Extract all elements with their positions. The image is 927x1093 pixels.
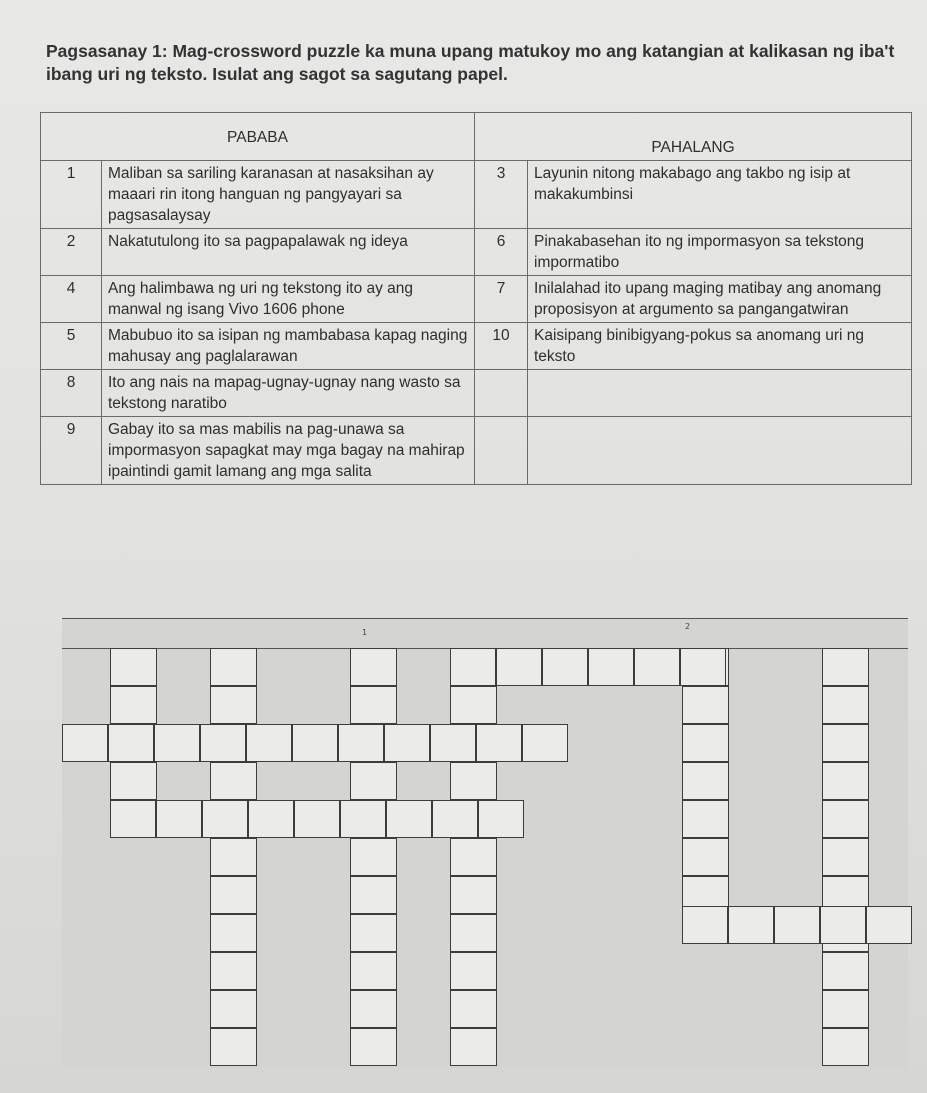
crossword-cell[interactable] [248, 800, 294, 838]
crossword-cell[interactable] [210, 762, 257, 800]
crossword-cell[interactable] [210, 914, 257, 952]
crossword-cell[interactable] [154, 724, 200, 762]
crossword-cell[interactable] [822, 762, 869, 800]
crossword-cell[interactable] [110, 762, 157, 800]
pahalang-number: 6 [475, 229, 528, 276]
crossword-cell[interactable] [822, 724, 869, 762]
clue-number-2: 2 [685, 622, 691, 631]
crossword-cell[interactable] [450, 876, 497, 914]
crossword-cell[interactable] [522, 724, 568, 762]
crossword-cell[interactable] [682, 800, 729, 838]
crossword-cell[interactable] [210, 1028, 257, 1066]
crossword-cell[interactable] [350, 952, 397, 990]
crossword-cell[interactable] [822, 800, 869, 838]
header-pababa: PABABA [41, 113, 475, 161]
crossword-cell[interactable] [820, 906, 866, 944]
crossword-cell[interactable] [350, 648, 397, 686]
crossword-cell[interactable] [682, 838, 729, 876]
pahalang-number: 10 [475, 323, 528, 370]
pababa-number: 2 [41, 229, 102, 276]
pahalang-clue: Inilalahad ito upang maging matibay ang anomang proposisyon at argumento sa pangangatwiran [528, 276, 912, 323]
crossword-cell[interactable] [210, 686, 257, 724]
crossword-cell[interactable] [432, 800, 478, 838]
crossword-cell[interactable] [294, 800, 340, 838]
crossword-cell[interactable] [110, 648, 157, 686]
pababa-number: 9 [41, 417, 102, 485]
pahalang-clue: Kaisipang binibigyang-pokus sa anomang uri ng teksto [528, 323, 912, 370]
crossword-cell[interactable] [350, 1028, 397, 1066]
crossword-cell[interactable] [340, 800, 386, 838]
pababa-clue: Gabay ito sa mas mabilis na pag-unawa sa impormasyon sapagkat may mga bagay na mahirap ipaintindi gamit lamang ang mga salita [102, 417, 475, 485]
crossword-cell[interactable] [822, 1028, 869, 1066]
crossword-cell[interactable] [450, 914, 497, 952]
pahalang-number: 7 [475, 276, 528, 323]
crossword-cell[interactable] [866, 906, 912, 944]
crossword-cell[interactable] [210, 838, 257, 876]
pababa-number: 8 [41, 370, 102, 417]
crossword-cell[interactable] [450, 952, 497, 990]
crossword-cell[interactable] [450, 648, 496, 686]
crossword-cell[interactable] [680, 648, 726, 686]
crossword-cell[interactable] [682, 724, 729, 762]
pababa-clue: Ito ang nais na mapag-ugnay-ugnay nang wasto sa tekstong naratibo [102, 370, 475, 417]
crossword-cell[interactable] [200, 724, 246, 762]
pababa-number: 1 [41, 161, 102, 229]
crossword-cell[interactable] [450, 990, 497, 1028]
crossword-cell[interactable] [246, 724, 292, 762]
crossword-cell[interactable] [822, 686, 869, 724]
crossword-cell[interactable] [774, 906, 820, 944]
crossword-cell[interactable] [202, 800, 248, 838]
crossword-cell[interactable] [588, 648, 634, 686]
crossword-cell[interactable] [450, 1028, 497, 1066]
crossword-cell[interactable] [822, 952, 869, 990]
header-pahalang: PAHALANG [475, 113, 912, 161]
crossword-cell[interactable] [478, 800, 524, 838]
crossword-cell[interactable] [210, 876, 257, 914]
pahalang-clue: Layunin nitong makabago ang takbo ng isip at makakumbinsi [528, 161, 912, 229]
crossword-cell[interactable] [292, 724, 338, 762]
pababa-clue: Nakatutulong ito sa pagpapalawak ng ideya [102, 229, 475, 276]
crossword-cell[interactable] [430, 724, 476, 762]
crossword-cell[interactable] [62, 724, 108, 762]
pahalang-clue: Pinakabasehan ito ng impormasyon sa tekstong impormatibo [528, 229, 912, 276]
crossword-cell[interactable] [108, 724, 154, 762]
crossword-cell[interactable] [386, 800, 432, 838]
crossword-cell[interactable] [450, 762, 497, 800]
crossword-cell[interactable] [210, 952, 257, 990]
pahalang-number: 3 [475, 161, 528, 229]
pababa-clue: Mabubuo ito sa isipan ng mambabasa kapag naging mahusay ang paglalarawan [102, 323, 475, 370]
grid-top-line [62, 618, 908, 619]
crossword-cell[interactable] [110, 686, 157, 724]
crossword-cell[interactable] [682, 686, 729, 724]
pababa-number: 4 [41, 276, 102, 323]
crossword-cell[interactable] [450, 686, 497, 724]
crossword-cell[interactable] [350, 990, 397, 1028]
crossword-cell[interactable] [384, 724, 430, 762]
crossword-cell[interactable] [634, 648, 680, 686]
crossword-cell[interactable] [728, 906, 774, 944]
crossword-cell[interactable] [450, 838, 497, 876]
crossword-cell[interactable] [210, 990, 257, 1028]
crossword-cell[interactable] [350, 762, 397, 800]
crossword-cell[interactable] [156, 800, 202, 838]
crossword-cell[interactable] [210, 648, 257, 686]
crossword-cell[interactable] [682, 906, 728, 944]
crossword-cell[interactable] [822, 990, 869, 1028]
crossword-cell[interactable] [350, 876, 397, 914]
crossword-cell[interactable] [338, 724, 384, 762]
crossword-cell[interactable] [350, 838, 397, 876]
pababa-clue: Ang halimbawa ng uri ng tekstong ito ay ang manwal ng isang Vivo 1606 phone [102, 276, 475, 323]
crossword-cell[interactable] [476, 724, 522, 762]
crossword-cell[interactable] [350, 914, 397, 952]
crossword-cell[interactable] [350, 686, 397, 724]
clue-number-1: 1 [362, 628, 368, 637]
crossword-cell[interactable] [822, 838, 869, 876]
instruction-text: Pagsasanay 1: Mag-crossword puzzle ka muna upang matukoy mo ang katangian at kalikasan ng iba't ibang uri ng teksto. Isulat ang sagot sa sagutang papel. [46, 41, 895, 84]
crossword-cell[interactable] [682, 762, 729, 800]
crossword-cell[interactable] [496, 648, 542, 686]
pababa-number: 5 [41, 323, 102, 370]
crossword-cell[interactable] [110, 800, 156, 838]
crossword-cell[interactable] [822, 648, 869, 686]
pababa-clue: Maliban sa sariling karanasan at nasaksihan ay maaari rin itong hanguan ng pangyayari sa pagsasalaysay [102, 161, 475, 229]
crossword-cell[interactable] [542, 648, 588, 686]
